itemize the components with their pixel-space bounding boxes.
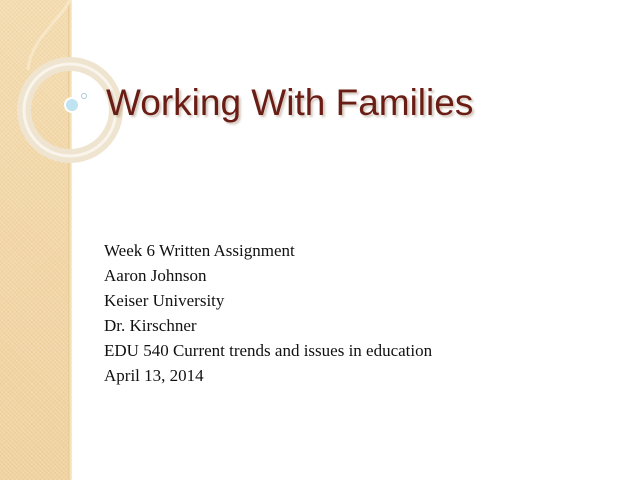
slide-title: Working With Families — [106, 82, 474, 123]
small-ring-icon — [82, 94, 87, 99]
info-line-school: Keiser University — [104, 291, 225, 310]
info-line-author: Aaron Johnson — [104, 266, 207, 285]
presentation-info — [104, 238, 624, 388]
info-line-assignment: Week 6 Written Assignment — [104, 241, 295, 260]
accent-dot-icon — [65, 98, 79, 112]
info-line-date: April 13, 2014 — [104, 366, 204, 385]
info-line-course: EDU 540 Current trends and issues in education — [104, 341, 433, 360]
info-line-instructor: Dr. Kirschner — [104, 316, 197, 335]
